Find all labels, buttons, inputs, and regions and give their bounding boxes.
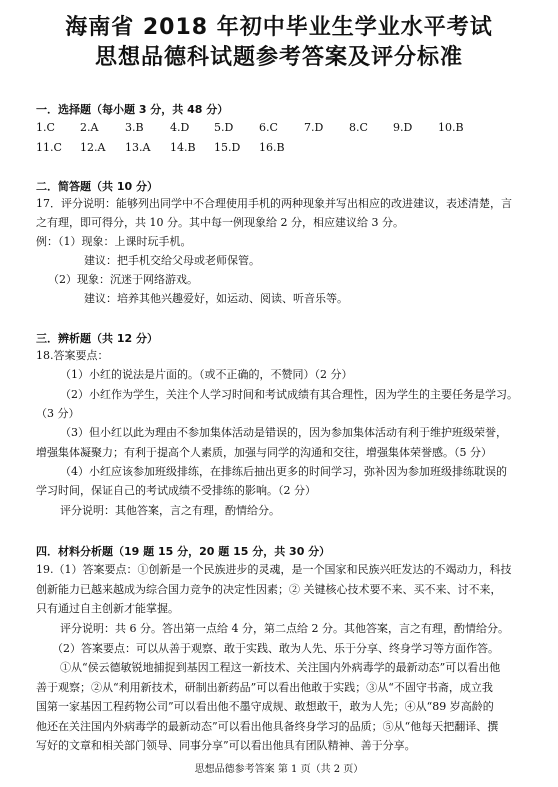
answer-item: 8.C xyxy=(349,121,368,134)
text-line: （2）现象：沉迷于网络游戏。 xyxy=(48,273,198,286)
text-line: 学习时间，保证自己的考试成绩不受排练的影响。（2 分） xyxy=(36,484,316,497)
text-line: 18.答案要点： xyxy=(36,349,109,362)
text-line: 建议：培养其他兴趣爱好，如运动、阅读、听音乐等。 xyxy=(84,292,348,305)
answer-item: 11.C xyxy=(36,141,62,154)
answer-item: 14.B xyxy=(170,141,196,154)
answer-item: 2.A xyxy=(80,121,99,134)
text-line: 写好的文章和相关部门领导、同事分享”可以看出他具有团队精神、善于分享。 xyxy=(36,739,416,752)
answer-item: 12.A xyxy=(80,141,106,154)
text-line: 评分说明：共 6 分。答出第一点给 4 分，第二点给 2 分。其他答案，言之有理，酌情给分。 xyxy=(60,622,509,635)
answer-item: 6.C xyxy=(259,121,278,134)
answer-item: 4.D xyxy=(170,121,190,134)
text-line: 国第一家基因工程药物公司”可以看出他不墨守成规、敢想敢干，敢为人先；④从“89 岁高龄的 xyxy=(36,700,494,713)
text-line: （3）但小红以此为理由不参加集体活动是错误的，因为参加集体活动有利于维护班级荣誉， xyxy=(60,426,507,439)
answer-item: 13.A xyxy=(125,141,151,154)
text-line: 只有通过自主创新才能掌握。 xyxy=(36,602,179,615)
text-line: （1）小红的说法是片面的。（或不正确的，不赞同）（2 分） xyxy=(60,368,353,381)
text-line: （2）小红作为学生，关注个人学习时间和考试成绩有其合理性，因为学生的主要任务是学习。 xyxy=(60,388,518,401)
text-line: 创新能力已越来越成为综合国力竞争的决定性因素；② 关键核心技术要不来、买不来、讨不来， xyxy=(36,583,502,596)
page-footer: 思想品德参考答案 第 1 页（共 2 页） xyxy=(194,764,364,775)
text-line: 17．评分说明：能够列出同学中不合理使用手机的两种现象并写出相应的改进建议，表述清楚，言 xyxy=(36,197,512,210)
section4-heading: 四．材料分析题（19 题 15 分，20 题 15 分，共 30 分） xyxy=(36,545,331,558)
text-line: 善于观察；②从“利用新技术，研制出新药品”可以看出他敢于实践；③从“不固守书斋，成立我 xyxy=(36,681,493,694)
answer-item: 9.D xyxy=(393,121,413,134)
text-line: 19.（1）答案要点：①创新是一个民族进步的灵魂，是一个国家和民族兴旺发达的不竭动力，科技 xyxy=(36,563,512,576)
answer-item: 1.C xyxy=(36,121,55,134)
text-line: 评分说明：其他答案，言之有理，酌情给分。 xyxy=(60,504,280,517)
section2-heading: 二．简答题（共 10 分） xyxy=(36,180,158,193)
text-line: 他还在关注国内外病毒学的最新动态”可以看出他具备终身学习的品质；⑤从“他每天把翻译、撰 xyxy=(36,720,499,733)
answer-item: 15.D xyxy=(214,141,241,154)
answer-item: 10.B xyxy=(438,121,464,134)
text-line: 例：（1）现象：上课时玩手机。 xyxy=(36,235,192,248)
text-line: 建议：把手机交给父母或老师保管。 xyxy=(84,254,260,267)
text-line: （4）小红应该参加班级排练，在排练后抽出更多的时间学习，弥补因为参加班级排练耽误的 xyxy=(60,465,507,478)
text-line: 之有理，即可得分，共 10 分。其中每一例现象给 2 分，相应建议给 3 分。 xyxy=(36,216,404,229)
answer-item: 16.B xyxy=(259,141,285,154)
text-line: 增强集体凝聚力；有利于提高个人素质，加强与同学的沟通和交往，增强集体荣誉感。（5 分） xyxy=(36,446,492,459)
text-line: （2）答案要点：可以从善于观察、敢于实践、敢为人先、乐于分享、终身学习等方面作答。 xyxy=(52,642,499,655)
section3-heading: 三．辨析题（共 12 分） xyxy=(36,332,158,345)
page-title: 海南省 2018 年初中毕业生学业水平考试 xyxy=(65,15,493,40)
text-line: ①从“侯云德敏锐地捕捉到基因工程这一新技术、关注国内外病毒学的最新动态”可以看出他 xyxy=(60,661,501,674)
answer-item: 7.D xyxy=(304,121,324,134)
page-subtitle: 思想品德科试题参考答案及评分标准 xyxy=(94,45,463,70)
text-line: （3 分） xyxy=(36,407,80,420)
section1-heading: 一．选择题（每小题 3 分，共 48 分） xyxy=(36,103,229,116)
answer-item: 3.B xyxy=(125,121,144,134)
answer-item: 5.D xyxy=(214,121,234,134)
